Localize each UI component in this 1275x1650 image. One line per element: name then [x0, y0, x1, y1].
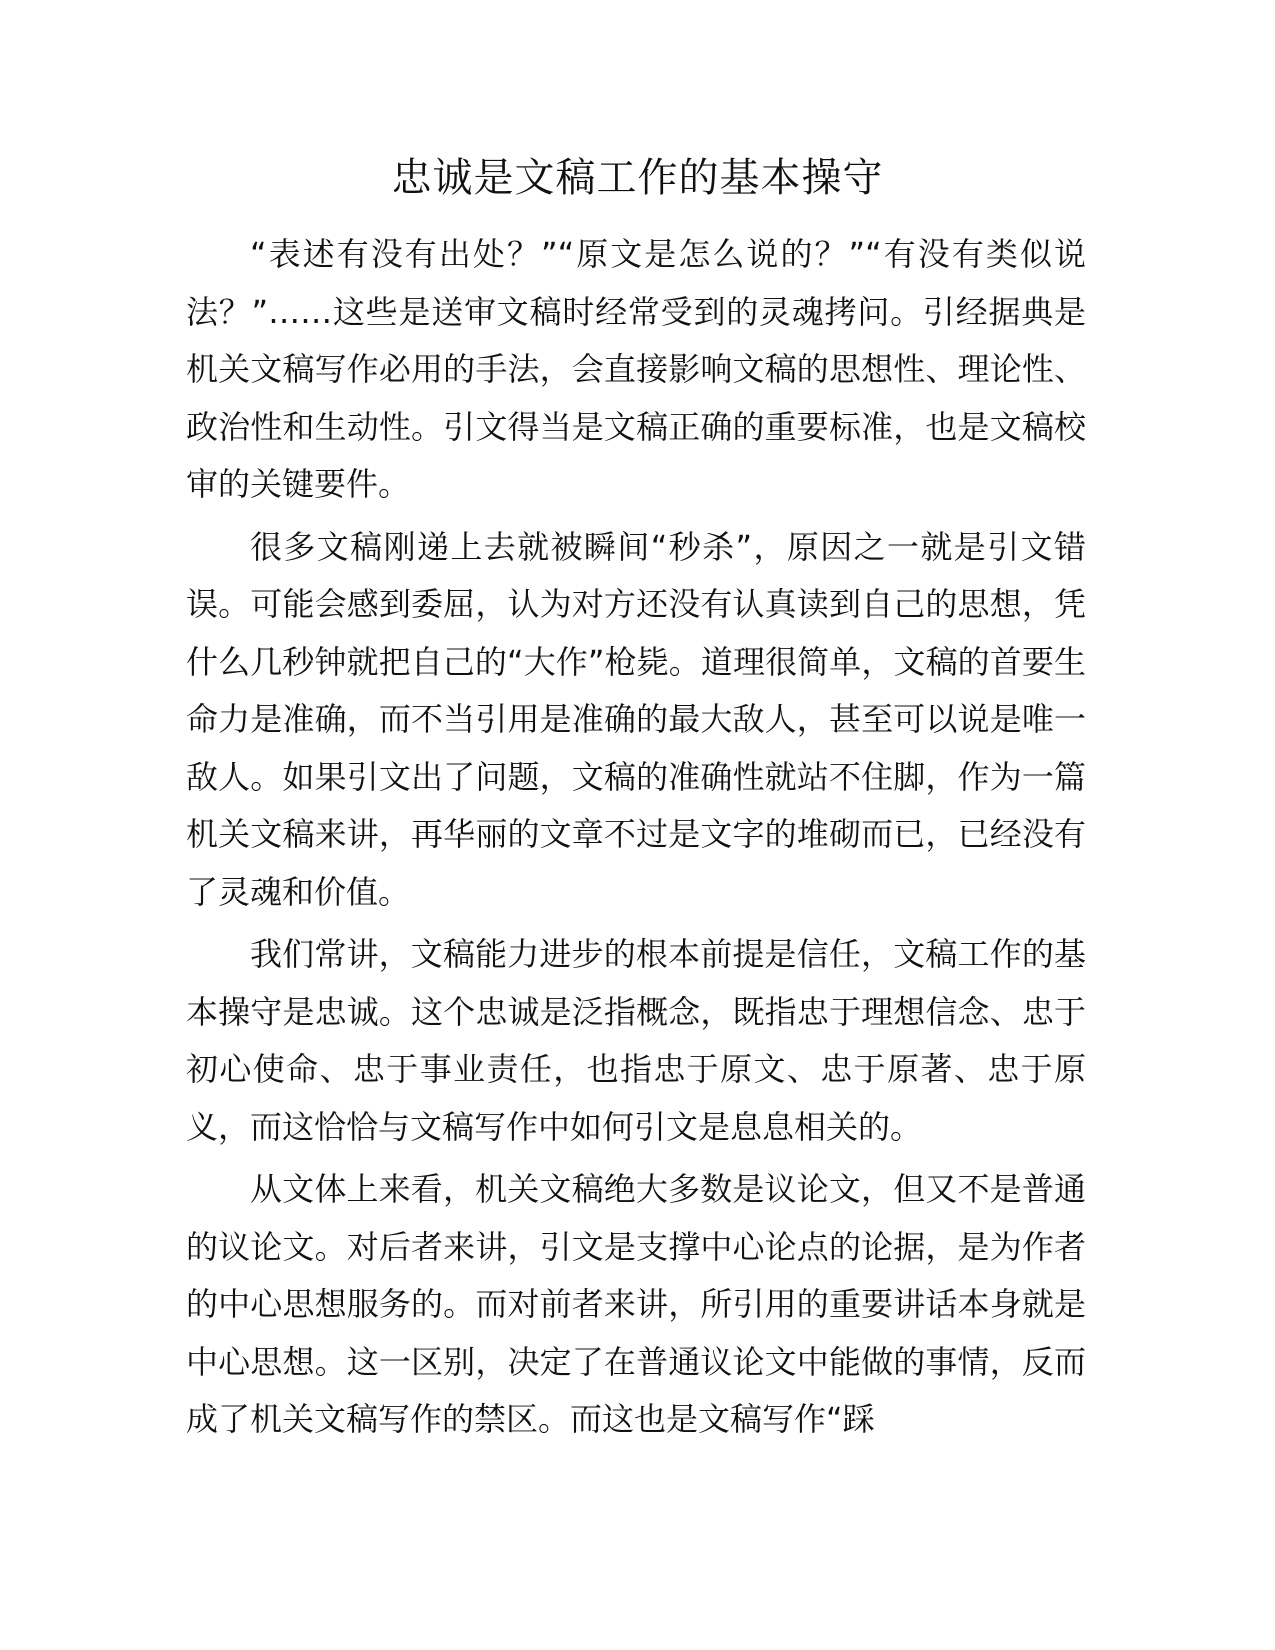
paragraph-2: 很多文稿刚递上去就被瞬间“秒杀”，原因之一就是引文错误。可能会感到委屈，认为对方还没有认真读到自己的思想，凭什么几秒钟就把自己的“大作”枪毙。道理很简单，文稿的首要生命力是准确，而不当引用是准确的最大敌人，甚至可以说是唯一敌人。如果引文出了问题，文稿的准确性就站不住脚，作为一篇机关文稿来讲，再华丽的文章不过是文字的堆砌而已，已经没有了灵魂和价值。 [186, 527, 1086, 911]
document-body [186, 226, 1086, 1454]
paragraph-4: 从文体上来看，机关文稿绝大多数是议论文，但又不是普通的议论文。对后者来讲，引文是支撑中心论点的论据，是为作者的中心思想服务的。而对前者来讲，所引用的重要讲话本身就是中心思想。这一区别，决定了在普通议论文中能做的事情，反而成了机关文稿写作的禁区。而这也是文稿写作“踩 [186, 1170, 1086, 1438]
paragraph-3: 我们常讲，文稿能力进步的根本前提是信任，文稿工作的基本操守是忠诚。这个忠诚是泛指概念，既指忠于理想信念、忠于初心使命、忠于事业责任，也指忠于原文、忠于原著、忠于原义，而这恰恰与文稿写作中如何引文是息息相关的。 [186, 935, 1086, 1146]
paragraph-1: “表述有没有出处？”“原文是怎么说的？”“有没有类似说法？”……这些是送审文稿时经常受到的灵魂拷问。引经据典是机关文稿写作必用的手法，会直接影响文稿的思想性、理论性、政治性和生动性。引文得当是文稿正确的重要标准，也是文稿校审的关键要件。 [186, 235, 1086, 503]
document-title: 忠诚是文稿工作的基本操守 [391, 155, 884, 201]
